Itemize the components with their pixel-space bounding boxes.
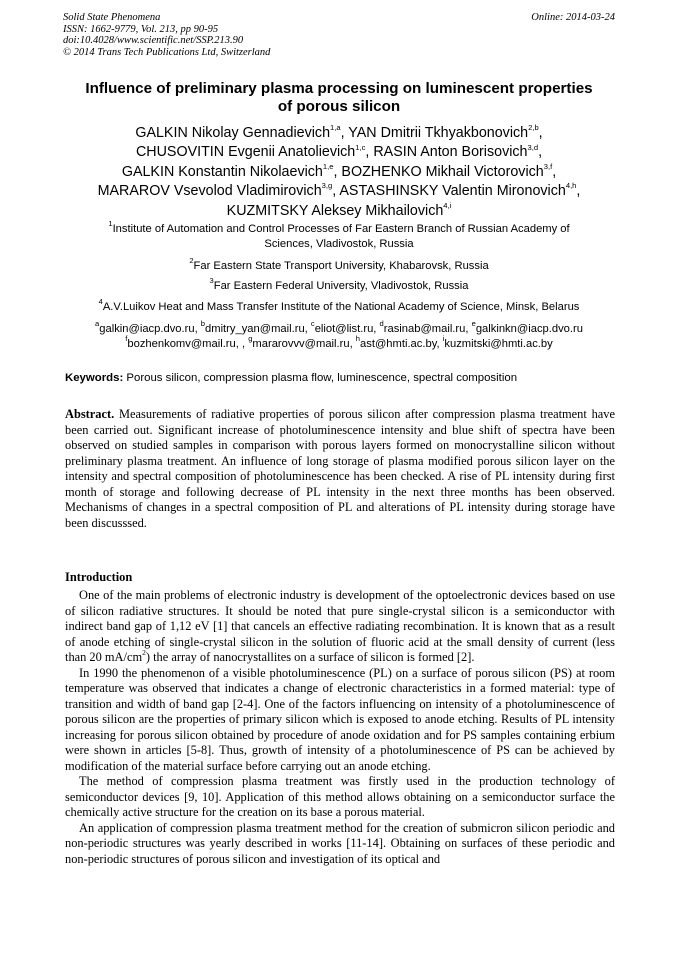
email-address: dmitry_yan@mail.ru bbox=[205, 323, 305, 335]
journal-name: Solid State Phenomena bbox=[63, 12, 161, 23]
paragraph-text: One of the main problems of electronic industry is development of the optoelectronic devices based on use of silicon radiative structures. It should be noted that pure single-crystal silicon is a semiconductor with indirect band gap of 1,12 eV [1] that cancels an effective radiating recombination. It is known that as a result of anode etching of single-crystal silicon in the solution of fluoric acid at the small density of current (less than 20 mA/cm bbox=[65, 588, 615, 664]
author-name: BOZHENKO Mikhail Victorovich bbox=[341, 163, 544, 180]
paragraph: An application of compression plasma treatment method for the creation of submicron silicon periodic and non-periodic structures was yearly described in works [11-14]. Obtaining on surfaces of these periodic and non-periodic structures of porous silicon and investigation of its optical and bbox=[65, 820, 615, 866]
affiliation-text: Far Eastern State Transport University, Khabarovsk, Russia bbox=[193, 260, 489, 272]
author-name: YAN Dmitrii Tkhyakbonovich bbox=[348, 125, 529, 141]
author-name: KUZMITSKY Aleksey Mikhailovich bbox=[226, 202, 444, 219]
affiliation-text: Institute of Automation and Control Processes of Far Eastern Branch of Russian Academy of bbox=[112, 223, 570, 235]
author-name: MARAROV Vsevolod Vladimirovich bbox=[97, 183, 322, 200]
email-marker: e bbox=[471, 319, 476, 329]
affiliation-3 bbox=[44, 276, 634, 294]
affiliation-text: A.V.Luikov Heat and Mass Transfer Institute of the National Academy of Science, Minsk, Belarus bbox=[102, 301, 580, 313]
author-name: GALKIN Nikolay Gennadievich bbox=[135, 125, 331, 141]
section-heading-introduction: Introduction bbox=[65, 570, 133, 584]
author-affiliation: 3,d bbox=[527, 142, 539, 152]
superscript: 2 bbox=[142, 647, 146, 657]
paragraph: The method of compression plasma treatment was firstly used in the production technology of semiconductor devices [9, 10]. Application of this method allows obtaining on a semiconductor surface the chemically active structure for the creation on its base a porous material. bbox=[65, 774, 615, 819]
author-affiliation: 1,c bbox=[355, 142, 366, 152]
affiliation-number: 2 bbox=[189, 256, 194, 266]
author-list bbox=[30, 124, 648, 221]
author-affiliation: 1,e bbox=[322, 162, 334, 172]
abstract-text: Measurements of radiative properties of porous silicon after compression plasma treatment have been carried out. Significant increase of photoluminescence intensity and blue shift of spectra have been observed on studied samples in comparison with porous layers formed on monocrystalline silicon without preliminary plasma treatment. An influence of long storage of plasma modified porous silicon layer on the intensity and spectral composition of photoluminescence has been checked. A rise of PL intensity during first month of storage and following decrease of PL intensity in the next three months has been observed. Mechanisms of changes in a spectral composition of PL and alterations of PL intensity during storage have been discusssed. bbox=[65, 407, 615, 530]
title-line-2: of porous silicon bbox=[277, 98, 401, 115]
email-line: $^a$galkin@iacp.dvo.ru, $^b$dmitry_yan@mail.ru, $^c$eliot@list.ru, $^d$rasinab@mail.ru, $^e$galkinkn@iacp.dvo.ru bbox=[95, 319, 583, 335]
email-address: rasinab@mail.ru bbox=[383, 323, 466, 335]
email-line: $^f$bozhenkomv@mail.ru, , $^g$mararovvv@mail.ru, $^h$ast@hmti.ac.by, $^i$kuzmitski@hmti.ac.by bbox=[125, 334, 553, 351]
affiliation-number: 3 bbox=[209, 276, 214, 286]
email-marker: f bbox=[125, 334, 128, 344]
affiliation-4 bbox=[30, 297, 648, 315]
email-marker: c bbox=[310, 319, 315, 329]
abstract-label: Abstract. bbox=[65, 407, 115, 421]
email-marker: a bbox=[95, 319, 100, 329]
author-line: GALKIN Nikolay Gennadievich$^{1,a}$, YAN Dmitrii Tkhyakbonovich$^{2,b}$, bbox=[135, 123, 543, 141]
author-affiliation: 3,f bbox=[543, 162, 553, 172]
author-name: ASTASHINSKY Valentin Mironovich bbox=[339, 183, 566, 200]
email-list bbox=[40, 319, 638, 352]
journal-header bbox=[63, 12, 615, 58]
keywords-label: Keywords: bbox=[65, 372, 124, 384]
author-name: RASIN Anton Borisovich bbox=[373, 144, 528, 161]
copyright: © 2014 Trans Tech Publications Ltd, Switzerland bbox=[63, 46, 271, 58]
email-marker: d bbox=[379, 319, 384, 329]
introduction-body bbox=[65, 588, 615, 867]
author-name: GALKIN Konstantin Nikolaevich bbox=[121, 163, 323, 180]
email-address: galkinkn@iacp.dvo.ru bbox=[475, 323, 583, 335]
online-date: Online: 2014-03-24 bbox=[531, 12, 615, 23]
email-marker: b bbox=[200, 319, 206, 329]
affiliation-number: 4 bbox=[98, 297, 103, 307]
author-line: MARAROV Vsevolod Vladimirovich$^{3,g}$, ASTASHINSKY Valentin Mironovich$^{4,h}$, bbox=[97, 181, 581, 200]
email-marker: i bbox=[442, 334, 445, 344]
email-marker: h bbox=[355, 334, 361, 344]
keywords bbox=[65, 372, 615, 384]
paper-title bbox=[40, 80, 638, 116]
email-address: bozhenkomv@mail.ru bbox=[127, 338, 236, 351]
email-address: kuzmitski@hmti.ac.by bbox=[444, 338, 553, 351]
affiliation-2 bbox=[44, 256, 634, 274]
paragraph bbox=[65, 588, 615, 666]
affiliation-text: Sciences, Vladivostok, Russia bbox=[264, 238, 414, 251]
author-line: CHUSOVITIN Evgenii Anatolievich$^{1,c}$, RASIN Anton Borisovich$^{3,d}$, bbox=[135, 142, 543, 161]
email-marker: g bbox=[248, 334, 253, 344]
affiliation-number: 1 bbox=[108, 219, 113, 229]
affiliation-text: Far Eastern Federal University, Vladivostok, Russia bbox=[213, 280, 469, 292]
author-affiliation: 3,g bbox=[321, 181, 333, 191]
email-address: mararovvv@mail.ru bbox=[252, 338, 350, 351]
paragraph-text: ) the array of nanocrystallites on a surface of silicon is formed [2]. bbox=[145, 650, 475, 664]
paragraph: In 1990 the phenomenon of a visible photoluminescence (PL) on a surface of porous silicon (PS) at room temperature was observed that indicates a change of electronic characteristics in a formed material: type of transition and width of band gap [2-4]. One of the factors influencing on intensity of a photoluminescence of porous silicon are the properties of primary silicon which is exposed to anode etching. Results of PL intensity increasing for porous silicon obtained by procedure of anode oxidation and for PS samples containing erbium were shown in articles [5-8]. Thus, growth of intensity of a photoluminescence of PS can be achieved by modification of the material surface before carrying out an anode etching. bbox=[65, 665, 615, 773]
author-line: GALKIN Konstantin Nikolaevich$^{1,e}$, BOZHENKO Mikhail Victorovich$^{3,f}$, bbox=[121, 162, 557, 180]
abstract bbox=[65, 407, 615, 531]
email-address: eliot@list.ru bbox=[314, 323, 374, 335]
affiliation-1 bbox=[44, 219, 634, 253]
email-address: galkin@iacp.dvo.ru bbox=[99, 323, 195, 335]
email-address: ast@hmti.ac.by bbox=[360, 338, 437, 351]
issn: ISSN: 1662-9779, Vol. 213, pp 90-95 bbox=[63, 23, 219, 35]
author-affiliation: 1,a bbox=[330, 123, 341, 133]
doi: doi:10.4028/www.scientific.net/SSP.213.90 bbox=[63, 35, 244, 47]
author-line bbox=[30, 202, 648, 221]
author-name: CHUSOVITIN Evgenii Anatolievich bbox=[135, 144, 356, 161]
title-line-1: Influence of preliminary plasma processing on luminescent properties bbox=[85, 80, 593, 97]
keywords-text: Porous silicon, compression plasma flow, luminescence, spectral composition bbox=[126, 372, 518, 384]
author-affiliation: 4,h bbox=[565, 181, 577, 191]
author-affiliation: 2,b bbox=[528, 123, 539, 133]
author-affiliation: 4,i bbox=[443, 200, 452, 210]
